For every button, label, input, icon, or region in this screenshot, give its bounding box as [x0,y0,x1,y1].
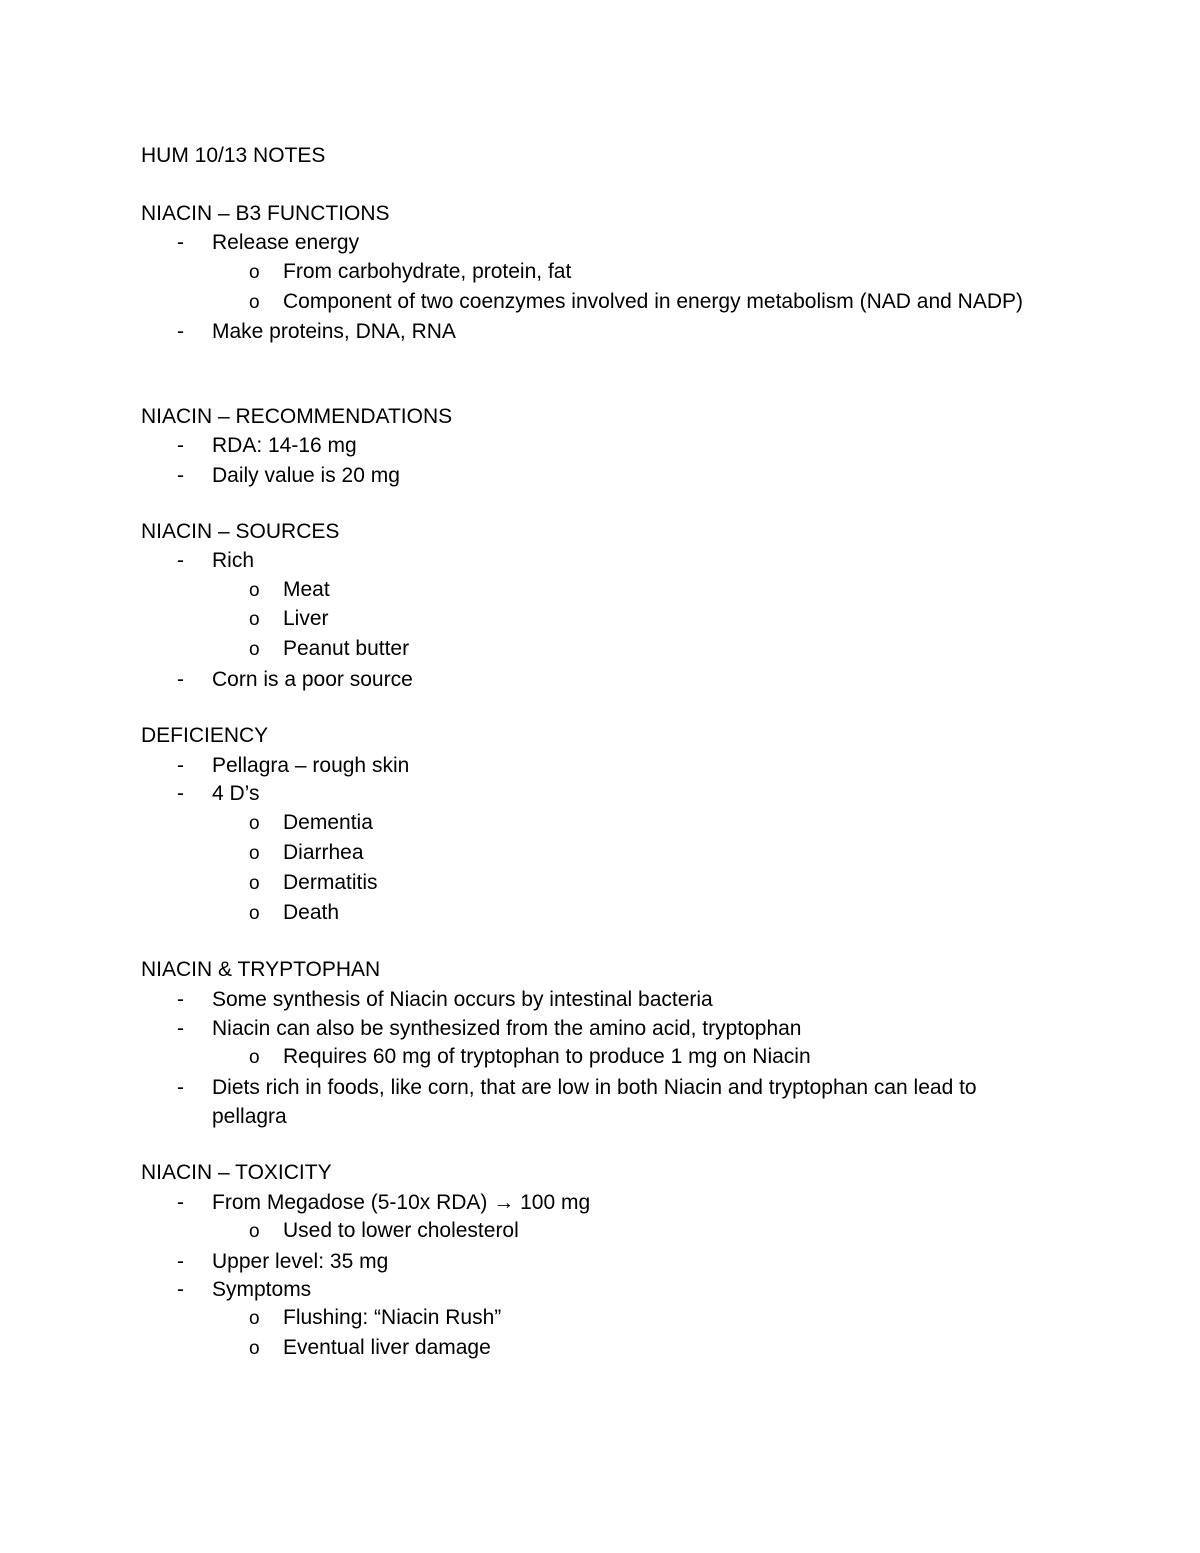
sub-list-item: Component of two coenzymes involved in energy metabolism (NAD and NADP) [283,290,1023,313]
circle-bullet: o [249,1047,260,1068]
list-item: Some synthesis of Niacin occurs by intestinal bacteria [212,988,713,1011]
dash-bullet: - [177,434,184,457]
sub-list-item: Death [283,901,340,924]
section-heading-recommendations: NIACIN – RECOMMENDATIONS [141,405,453,428]
circle-bullet: o [249,580,260,601]
circle-bullet: o [249,1221,260,1242]
sub-list-item: Flushing: “Niacin Rush” [283,1306,502,1329]
circle-bullet: o [249,903,260,924]
circle-bullet: o [249,262,260,283]
list-item: Daily value is 20 mg [212,464,400,487]
circle-bullet: o [249,292,260,313]
dash-bullet: - [177,668,184,691]
list-item: Release energy [212,231,360,254]
section-heading-deficiency: DEFICIENCY [141,724,269,747]
sub-list-item: Dementia [283,811,373,834]
section-heading-sources: NIACIN – SOURCES [141,520,340,543]
circle-bullet: o [249,843,260,864]
circle-bullet: o [249,813,260,834]
dash-bullet: - [177,549,184,572]
dash-bullet: - [177,231,184,254]
sub-list-item: Liver [283,607,329,630]
list-item: From Megadose (5-10x RDA) → 100 mg [212,1191,591,1214]
list-item: RDA: 14-16 mg [212,434,357,457]
circle-bullet: o [249,609,260,630]
document-title: HUM 10/13 NOTES [141,144,326,167]
section-heading-functions: NIACIN – B3 FUNCTIONS [141,202,390,225]
sub-list-item: From carbohydrate, protein, fat [283,260,572,283]
list-item: Pellagra – rough skin [212,754,410,777]
list-item: Corn is a poor source [212,668,413,691]
list-item: Make proteins, DNA, RNA [212,320,456,343]
sub-list-item: Used to lower cholesterol [283,1219,519,1242]
sub-list-item: Dermatitis [283,871,378,894]
list-item-continuation: pellagra [212,1105,287,1128]
circle-bullet: o [249,873,260,894]
dash-bullet: - [177,1278,184,1301]
dash-bullet: - [177,1076,184,1099]
dash-bullet: - [177,754,184,777]
section-heading-tryptophan: NIACIN & TRYPTOPHAN [141,958,381,981]
list-item: Symptoms [212,1278,312,1301]
sub-list-item: Diarrhea [283,841,364,864]
sub-list-item: Peanut butter [283,637,410,660]
circle-bullet: o [249,1308,260,1329]
section-heading-toxicity: NIACIN – TOXICITY [141,1161,332,1184]
circle-bullet: o [249,1338,260,1359]
list-item: Diets rich in foods, like corn, that are low in both Niacin and tryptophan can lead to [212,1076,977,1099]
list-item: 4 D’s [212,782,260,805]
sub-list-item: Meat [283,578,330,601]
list-item: Upper level: 35 mg [212,1250,389,1273]
dash-bullet: - [177,464,184,487]
list-item: Niacin can also be synthesized from the amino acid, tryptophan [212,1017,802,1040]
dash-bullet: - [177,782,184,805]
dash-bullet: - [177,1191,184,1214]
sub-list-item: Requires 60 mg of tryptophan to produce 1 mg on Niacin [283,1045,811,1068]
circle-bullet: o [249,639,260,660]
dash-bullet: - [177,988,184,1011]
dash-bullet: - [177,320,184,343]
dash-bullet: - [177,1017,184,1040]
dash-bullet: - [177,1250,184,1273]
sub-list-item: Eventual liver damage [283,1336,491,1359]
list-item: Rich [212,549,255,572]
